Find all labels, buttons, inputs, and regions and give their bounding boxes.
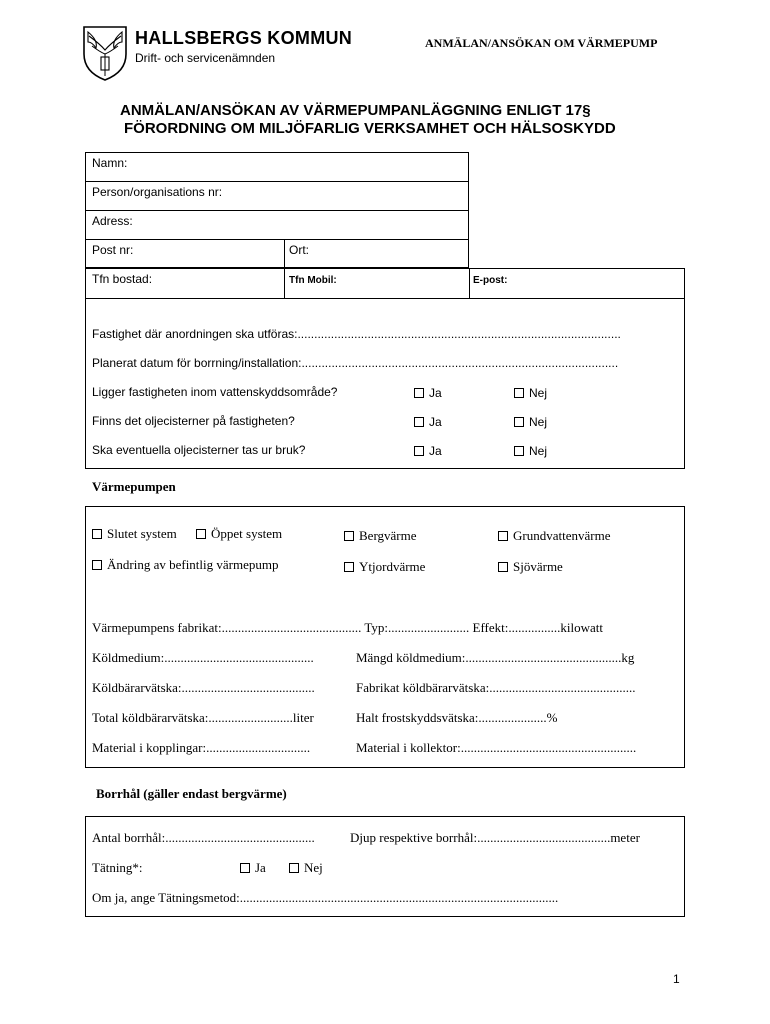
- slutet-system-checkbox[interactable]: Slutet system: [92, 526, 177, 542]
- borehole-section-title: Borrhål (gäller endast bergvärme): [96, 786, 287, 801]
- divider: [85, 298, 685, 299]
- organization-department: Drift- och servicenämnden: [135, 51, 276, 65]
- title-line-2: FÖRORDNING OM MILJÖFARLIG VERKSAMHET OCH HÄLSOSKYDD: [124, 120, 616, 137]
- question-oljecisterner: Finns det oljecisterner på fastigheten?: [92, 414, 295, 428]
- grundvattenvarme-checkbox[interactable]: Grundvattenvärme: [498, 528, 610, 544]
- vattenskydd-ja-checkbox[interactable]: Ja: [414, 386, 442, 400]
- ort-field[interactable]: Ort:: [289, 243, 309, 257]
- material-kopplingar-field[interactable]: Material i kopplingar:................................: [92, 740, 311, 755]
- divider: [284, 268, 285, 298]
- heatpump-section-title: Värmepumpen: [92, 479, 176, 494]
- halt-frostskydd-field[interactable]: Halt frostskyddsvätska:.....................%: [356, 710, 558, 725]
- form-short-title: ANMÄLAN/ANSÖKAN OM VÄRMEPUMP: [425, 36, 658, 50]
- datum-field[interactable]: Planerat datum för borrning/installation:...............................................................................................: [92, 356, 619, 370]
- material-kollektor-field[interactable]: Material i kollektor:......................................................: [356, 740, 637, 755]
- tatning-ja-checkbox[interactable]: Ja: [240, 860, 266, 876]
- organization-name: HALLSBERGS KOMMUN: [135, 28, 353, 48]
- fabrikat-koldbarare-field[interactable]: Fabrikat köldbärarvätska:.............................................: [356, 680, 636, 695]
- total-koldbarare-field[interactable]: Total köldbärarvätska:..........................liter: [92, 710, 314, 725]
- mangd-koldmedium-field[interactable]: Mängd köldmedium:................................................kg: [356, 650, 635, 665]
- page-number: 1: [673, 972, 680, 986]
- ytjordvarme-checkbox[interactable]: Ytjordvärme: [344, 559, 425, 575]
- oppet-system-checkbox[interactable]: Öppet system: [196, 526, 282, 542]
- ur-bruk-nej-checkbox[interactable]: Nej: [514, 444, 547, 458]
- divider: [469, 268, 470, 298]
- question-ur-bruk: Ska eventuella oljecisterner tas ur bruk?: [92, 443, 306, 457]
- municipality-logo: [80, 24, 130, 82]
- tfn-bostad-field[interactable]: Tfn bostad:: [92, 272, 153, 286]
- divider: [85, 210, 469, 211]
- djup-borrhal-field[interactable]: Djup respektive borrhål:.........................................meter: [350, 830, 640, 845]
- divider: [85, 239, 469, 240]
- koldmedium-field[interactable]: Köldmedium:..............................................: [92, 650, 314, 665]
- namn-field[interactable]: Namn:: [92, 156, 128, 170]
- page-title: [120, 102, 616, 138]
- divider: [284, 239, 285, 268]
- divider: [85, 181, 469, 182]
- antal-borrhal-field[interactable]: Antal borrhål:..............................................: [92, 830, 315, 845]
- fabrikat-typ-effekt-field[interactable]: Värmepumpens fabrikat:........................................... Typ:......................... Effekt:................kilowatt: [92, 620, 603, 635]
- andring-checkbox[interactable]: Ändring av befintlig värmepump: [92, 557, 279, 573]
- personnr-field[interactable]: Person/organisations nr:: [92, 185, 223, 199]
- vattenskydd-nej-checkbox[interactable]: Nej: [514, 386, 547, 400]
- koldbararvatska-field[interactable]: Köldbärarvätska:.........................................: [92, 680, 315, 695]
- question-vattenskydd: Ligger fastigheten inom vattenskyddsområde?: [92, 385, 338, 399]
- oljecisterner-ja-checkbox[interactable]: Ja: [414, 415, 442, 429]
- oljecisterner-nej-checkbox[interactable]: Nej: [514, 415, 547, 429]
- epost-field[interactable]: E-post:: [473, 275, 508, 286]
- heatpump-box: [85, 506, 685, 768]
- organization-block: [135, 28, 352, 66]
- ur-bruk-ja-checkbox[interactable]: Ja: [414, 444, 442, 458]
- adress-field[interactable]: Adress:: [92, 214, 133, 228]
- tatning-nej-checkbox[interactable]: Nej: [289, 860, 323, 876]
- tfn-mobil-field[interactable]: Tfn Mobil:: [289, 275, 337, 286]
- postnr-field[interactable]: Post nr:: [92, 243, 134, 257]
- title-line-1: ANMÄLAN/ANSÖKAN AV VÄRMEPUMPANLÄGGNING ENLIGT 17§: [120, 102, 591, 119]
- sjovarme-checkbox[interactable]: Sjövärme: [498, 559, 563, 575]
- tatning-label: Tätning*:: [92, 860, 143, 875]
- tatningsmetod-field[interactable]: Om ja, ange Tätningsmetod:..................................................................................................: [92, 890, 559, 905]
- bergvarme-checkbox[interactable]: Bergvärme: [344, 528, 417, 544]
- fastighet-field[interactable]: Fastighet där anordningen ska utföras:.................................................................................................: [92, 327, 621, 341]
